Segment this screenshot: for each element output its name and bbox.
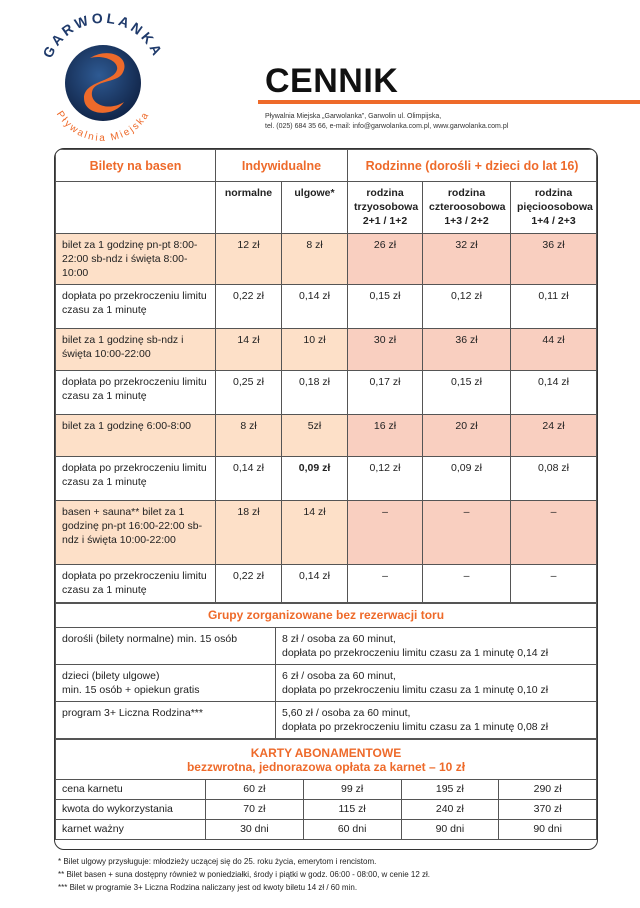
sub-header-normalne: normalne <box>216 182 282 234</box>
tickets-table <box>55 149 597 603</box>
karty-cell: 370 zł <box>499 800 597 820</box>
col-header-rodzinne: Rodzinne (dorośli + dzieci do lat 16) <box>348 150 597 182</box>
footnote-2: ** Bilet basen + suna dostępny również w poniedziałki, środy i piątki w godz. 06:00 - 08:00, w cenie 12 zł. <box>58 870 430 879</box>
karty-cell: 90 dni <box>499 820 597 840</box>
karty-cell: 70 zł <box>206 800 304 820</box>
karty-cell: 240 zł <box>401 800 499 820</box>
table-row <box>56 415 597 457</box>
karty-title: KARTY ABONAMENTOWE <box>250 745 402 760</box>
price-cell: 18 zł <box>216 501 282 565</box>
logo-subtitle: Pływalnia Miejska <box>53 109 153 145</box>
row-label: dopłata po przekroczeniu limitu czasu za 1 minutę <box>56 457 216 501</box>
price-cell: – <box>511 565 597 603</box>
group-price <box>276 628 597 665</box>
price-cell: 0,09 zł <box>282 457 348 501</box>
footnote-3: *** Bilet w programie 3+ Liczna Rodzina naliczany jest od kwoty biletu 14 zł / 60 min. <box>58 883 358 892</box>
price-cell: 20 zł <box>423 415 511 457</box>
price-cell: – <box>348 501 423 565</box>
sub-header-family-3: rodzina trzyosobowa 2+1 / 1+2 <box>348 182 423 234</box>
price-list-frame <box>54 148 598 850</box>
garwolanka-logo <box>28 10 178 145</box>
karty-section-title <box>56 740 597 780</box>
price-cell: 10 zł <box>282 329 348 371</box>
row-label: dopłata po przekroczeniu limitu czasu za 1 minutę <box>56 371 216 415</box>
price-cell: 36 zł <box>423 329 511 371</box>
price-cell: 32 zł <box>423 234 511 285</box>
table-row <box>56 820 597 840</box>
price-cell: 30 zł <box>348 329 423 371</box>
row-label: bilet za 1 godzinę 6:00-8:00 <box>56 415 216 457</box>
group-surcharge-line: dopłata po przekroczeniu limitu czasu za 1 minutę 0,14 zł <box>282 647 549 659</box>
karty-label: cena karnetu <box>56 780 206 800</box>
price-cell: – <box>348 565 423 603</box>
price-cell: 14 zł <box>282 501 348 565</box>
address-block <box>265 112 508 132</box>
price-cell: 14 zł <box>216 329 282 371</box>
price-cell: 0,14 zł <box>511 371 597 415</box>
price-cell: 0,14 zł <box>216 457 282 501</box>
price-cell: 0,11 zł <box>511 285 597 329</box>
group-label-line: min. 15 osób + opiekun gratis <box>62 684 200 696</box>
title-underline <box>258 100 640 104</box>
price-cell: – <box>423 565 511 603</box>
karty-cell: 60 dni <box>303 820 401 840</box>
table-row <box>56 665 597 702</box>
karty-cell: 99 zł <box>303 780 401 800</box>
table-row <box>56 285 597 329</box>
table-row <box>56 501 597 565</box>
karty-table <box>55 739 597 840</box>
row-label: basen + sauna** bilet za 1 godzinę pn-pt 16:00-22:00 sb-ndz i święta 10:00-22:00 <box>56 501 216 565</box>
price-cell: 24 zł <box>511 415 597 457</box>
price-cell: 0,17 zł <box>348 371 423 415</box>
sub-header-ulgowe: ulgowe* <box>282 182 348 234</box>
karty-cell: 90 dni <box>401 820 499 840</box>
price-cell: 0,18 zł <box>282 371 348 415</box>
price-cell: 0,12 zł <box>423 285 511 329</box>
price-cell: 44 zł <box>511 329 597 371</box>
price-cell: 0,15 zł <box>348 285 423 329</box>
karty-label: kwota do wykorzystania <box>56 800 206 820</box>
price-cell: 8 zł <box>282 234 348 285</box>
table-row <box>56 371 597 415</box>
price-cell: 0,22 zł <box>216 565 282 603</box>
header-empty-cell <box>56 182 216 234</box>
price-cell: 36 zł <box>511 234 597 285</box>
price-cell: 8 zł <box>216 415 282 457</box>
footnote-1: * Bilet ulgowy przysługuje: młodzieży uczącej się do 25. roku życia, emerytom i rencistom. <box>58 857 377 866</box>
group-label <box>56 665 276 702</box>
col-header-bilety: Bilety na basen <box>56 150 216 182</box>
group-price <box>276 665 597 702</box>
table-row <box>56 329 597 371</box>
page-title: CENNIK <box>265 62 399 100</box>
price-cell: 0,15 zł <box>423 371 511 415</box>
address-line: Pływalnia Miejska „Garwolanka”, Garwolin ul. Olimpijska, <box>265 113 442 120</box>
group-price-line: 6 zł / osoba za 60 minut, <box>282 670 396 682</box>
karty-cell: 60 zł <box>206 780 304 800</box>
price-cell: – <box>511 501 597 565</box>
price-cell: 16 zł <box>348 415 423 457</box>
sub-header-family-5: rodzina pięcioosobowa 1+4 / 2+3 <box>511 182 597 234</box>
table-row <box>56 457 597 501</box>
logo-name: GARWOLANKA <box>39 10 167 61</box>
price-cell: 0,14 zł <box>282 565 348 603</box>
table-row <box>56 780 597 800</box>
table-row <box>56 800 597 820</box>
group-label: dorośli (bilety normalne) min. 15 osób <box>56 628 276 665</box>
groups-table <box>55 603 597 739</box>
group-price <box>276 702 597 739</box>
karty-cell: 195 zł <box>401 780 499 800</box>
price-cell: 0,22 zł <box>216 285 282 329</box>
row-label: dopłata po przekroczeniu limitu czasu za 1 minutę <box>56 565 216 603</box>
karty-label: karnet ważny <box>56 820 206 840</box>
price-cell: 5zł <box>282 415 348 457</box>
group-surcharge-line: dopłata po przekroczeniu limitu czasu za 1 minutę 0,10 zł <box>282 684 549 696</box>
price-cell: 0,08 zł <box>511 457 597 501</box>
group-price-line: 8 zł / osoba za 60 minut, <box>282 633 396 645</box>
price-cell: 0,12 zł <box>348 457 423 501</box>
groups-section-title: Grupy zorganizowane bez rezerwacji toru <box>56 604 597 628</box>
row-label: bilet za 1 godzinę pn-pt 8:00-22:00 sb-ndz i święta 8:00-10:00 <box>56 234 216 285</box>
table-row <box>56 234 597 285</box>
table-row <box>56 628 597 665</box>
price-cell: 0,09 zł <box>423 457 511 501</box>
group-surcharge-line: dopłata po przekroczeniu limitu czasu za 1 minutę 0,08 zł <box>282 721 549 733</box>
row-label: dopłata po przekroczeniu limitu czasu za 1 minutę <box>56 285 216 329</box>
price-cell: – <box>423 501 511 565</box>
table-row <box>56 702 597 739</box>
col-header-indywidualne: Indywidualne <box>216 150 348 182</box>
footnotes <box>58 855 430 894</box>
karty-cell: 30 dni <box>206 820 304 840</box>
price-cell: 0,14 zł <box>282 285 348 329</box>
contact-line: tel. (025) 684 35 66, e-mail: info@garwolanka.com.pl, www.garwolanka.com.pl <box>265 123 509 130</box>
price-cell: 0,25 zł <box>216 371 282 415</box>
sub-header-family-4: rodzina czteroosobowa 1+3 / 2+2 <box>423 182 511 234</box>
karty-subtitle: bezzwrotna, jednorazowa opłata za karnet – 10 zł <box>186 759 466 774</box>
price-cell: 26 zł <box>348 234 423 285</box>
karty-cell: 115 zł <box>303 800 401 820</box>
karty-cell: 290 zł <box>499 780 597 800</box>
table-row <box>56 565 597 603</box>
group-price-line: 5,60 zł / osoba za 60 minut, <box>282 707 411 719</box>
row-label: bilet za 1 godzinę sb-ndz i święta 10:00-22:00 <box>56 329 216 371</box>
group-label-line: dzieci (bilety ulgowe) <box>62 670 160 682</box>
price-cell: 12 zł <box>216 234 282 285</box>
group-label: program 3+ Liczna Rodzina*** <box>56 702 276 739</box>
